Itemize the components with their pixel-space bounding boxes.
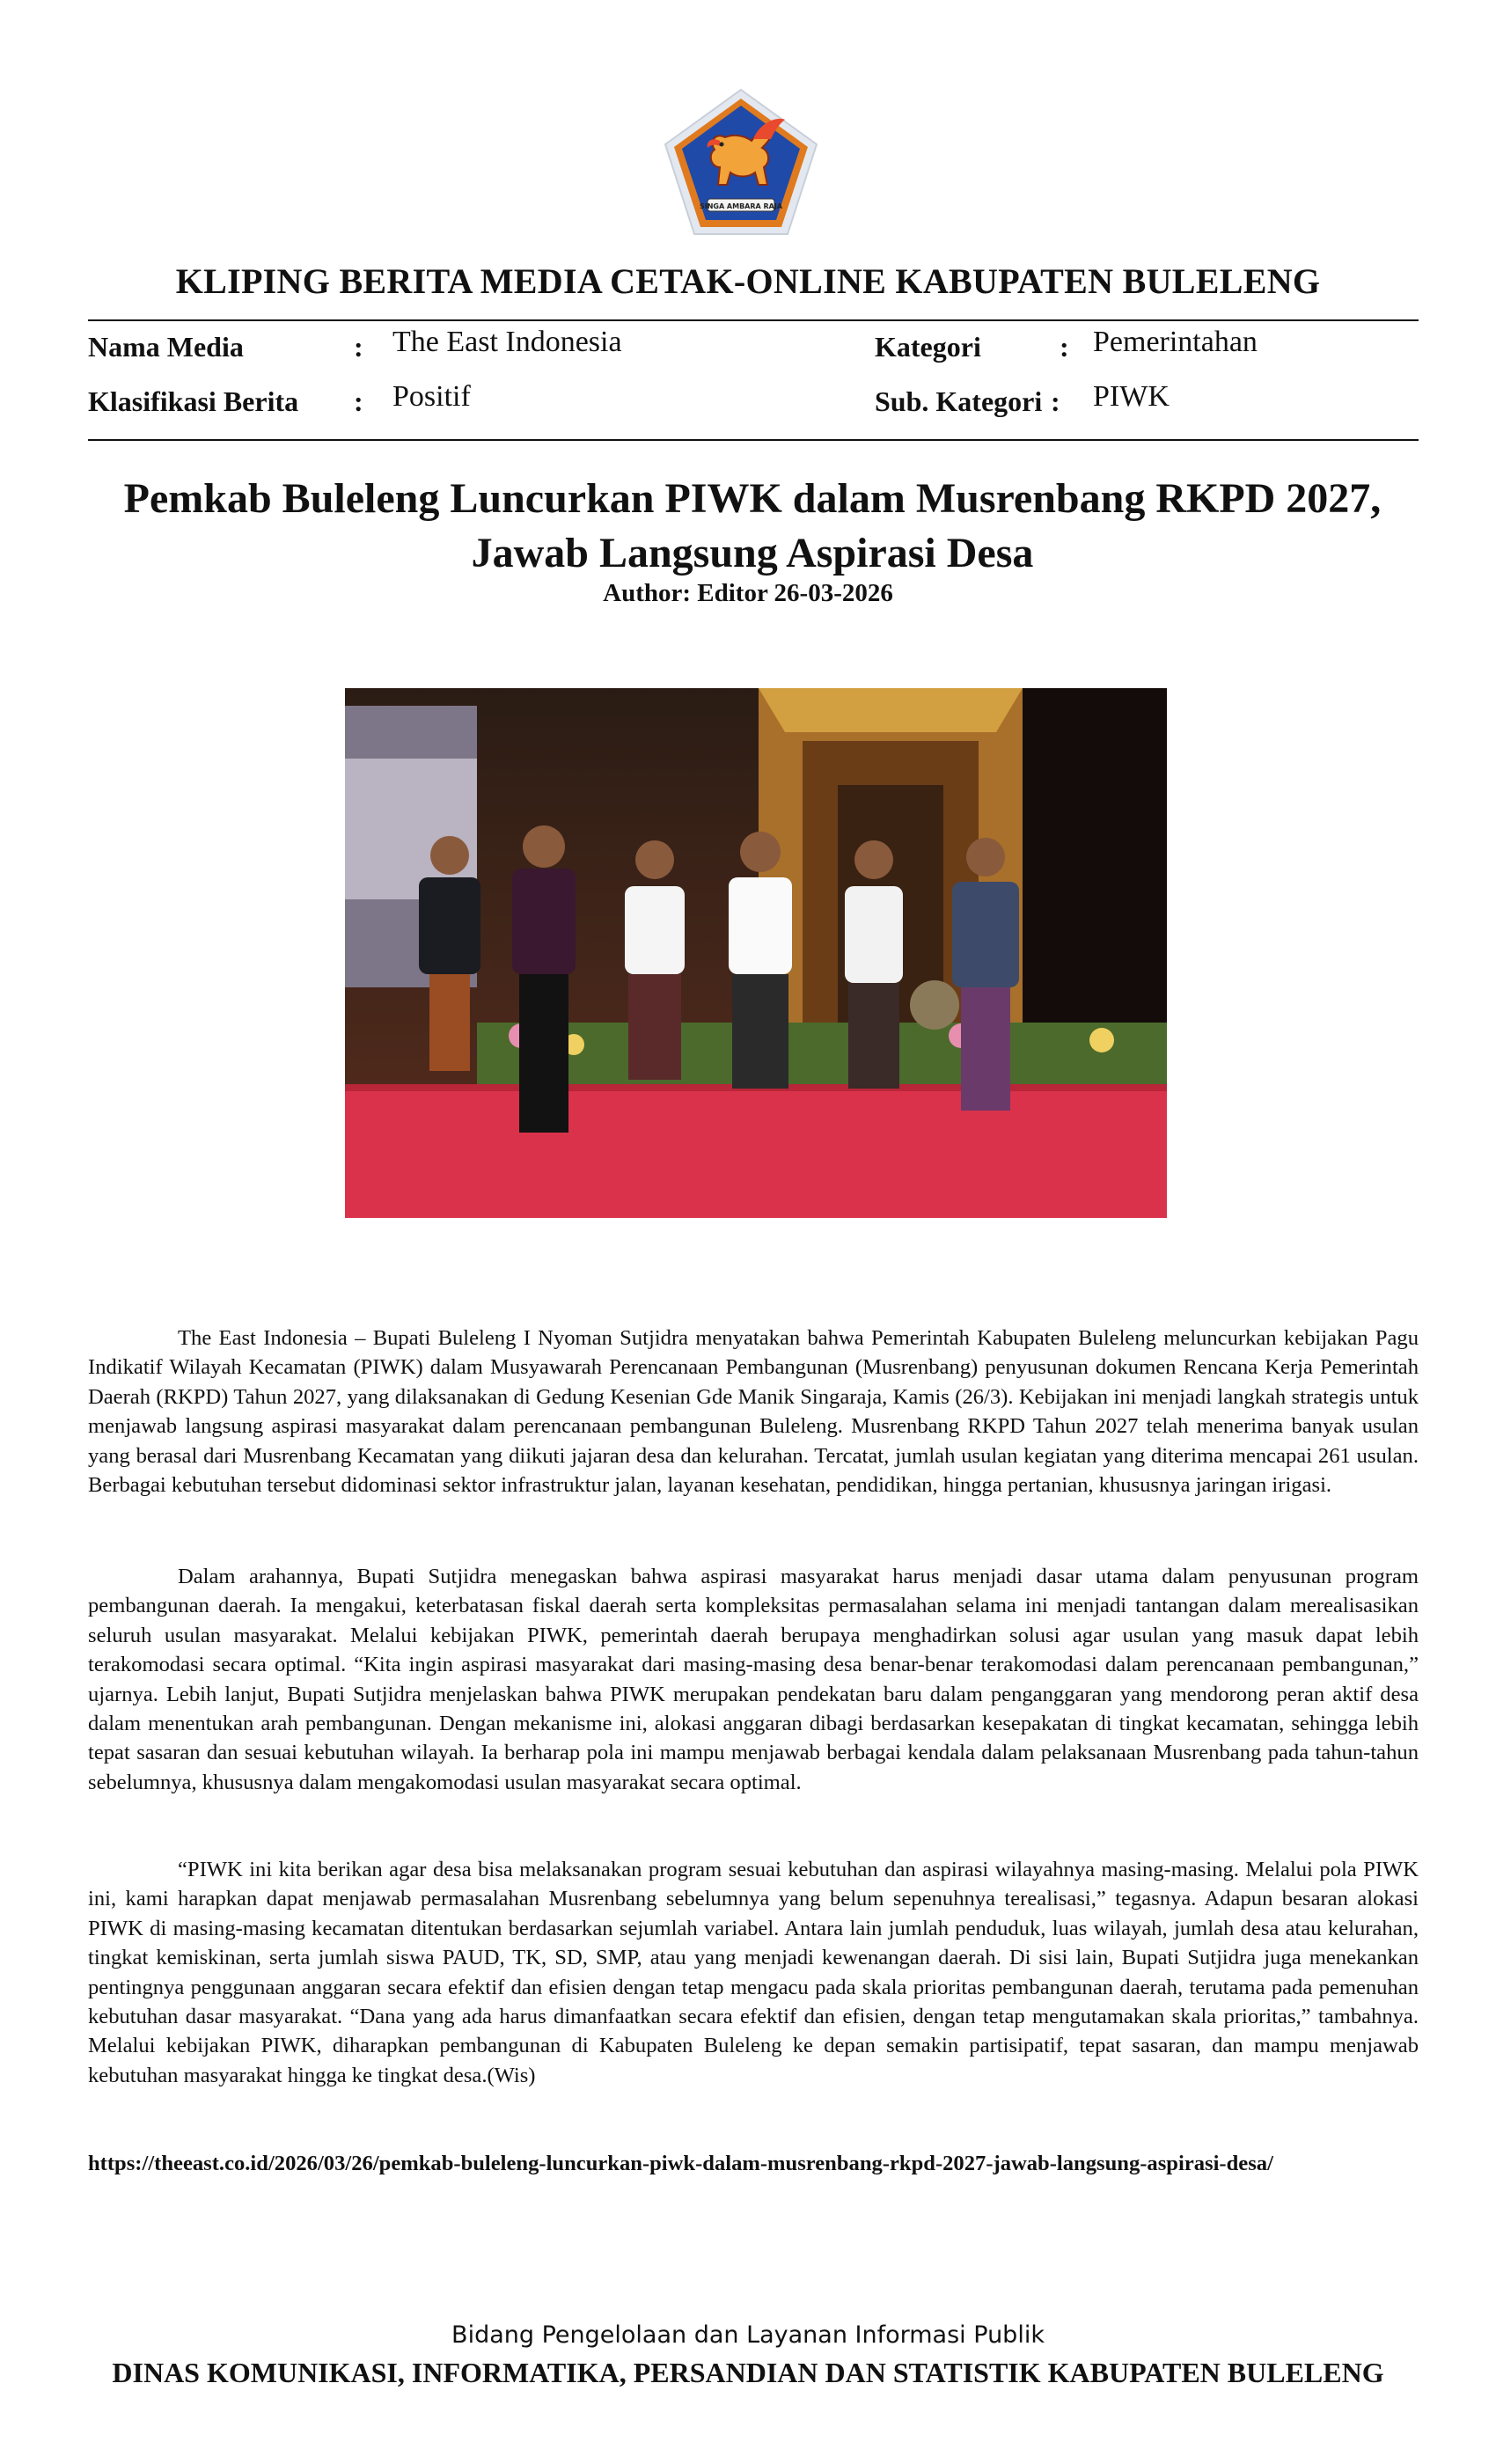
- footer-agency-name: DINAS KOMUNIKASI, INFORMATIKA, PERSANDIAN DAN STATISTIK KABUPATEN BULELENG: [112, 2357, 1384, 2388]
- media-name-separator: :: [354, 331, 363, 363]
- headline-line-2: Jawab Langsung Aspirasi Desa: [471, 530, 1034, 576]
- category-separator: :: [1060, 331, 1069, 363]
- event-group-photo-icon: [345, 688, 1167, 1218]
- footer-unit-name: Bidang Pengelolaan dan Layanan Informasi Publik: [451, 2321, 1045, 2349]
- subcategory-value: PIWK: [1093, 380, 1170, 413]
- subcategory-label: Sub. Kategori: [875, 385, 1043, 417]
- category-label: Kategori: [875, 331, 981, 363]
- clipping-document-title: KLIPING BERITA MEDIA CETAK-ONLINE KABUPATEN BULELENG: [175, 261, 1321, 301]
- header-divider-top: [88, 319, 1419, 321]
- paragraph-text: “PIWK ini kita berikan agar desa bisa melaksanakan program sesuai kebutuhan dan aspirasi wilayahnya masing-masing. Melalui pola PIWK ini, kami harapkan dapat menjawab permasalahan Musrenbang sebelumnya yang belum sepenuhnya terealisasi,” tegasnya. Adapun besaran alokasi PIWK di masing-masing kecamatan ditentukan berdasarkan sejumlah variabel. Antara lain jumlah penduduk, luas wilayah, jumlah desa atau kelurahan, tingkat kemiskinan, serta jumlah siswa PAUD, TK, SD, SMP, atau yang menjadi kewenangan daerah. Di sisi lain, Bupati Sutjidra juga menekankan pentingnya penggunaan anggaran secara efektif dan efisien dengan tetap mengacu pada skala prioritas pembangunan daerah, terutama pada pemenuhan kebutuhan dasar masyarakat. “Dana yang ada harus dimanfaatkan secara efektif dan efisien, dengan tetap mengutamakan skala prioritas,” tambahnya. Melalui kebijakan PIWK, diharapkan pembangunan di Kabupaten Buleleng ke depan semakin partisipatif, tepat sasaran, dan mampu menjawab kebutuhan masyarakat hingga ke tingkat desa.(Wis): [88, 1858, 1419, 2087]
- singa-ambara-raja-crest-icon: [662, 86, 820, 238]
- header-divider-bottom: [88, 439, 1419, 441]
- article-photo: [345, 688, 1167, 1218]
- article-paragraph: [88, 1855, 1419, 2090]
- paragraph-text: Dalam arahannya, Bupati Sutjidra menegaskan bahwa aspirasi masyarakat harus menjadi dasar utama dalam penyusunan program pembangunan daerah. Ia mengakui, keterbatasan fiskal daerah serta kompleksitas permasalahan selama ini menjadi tantangan dalam merealisasikan seluruh usulan masyarakat. Melalui kebijakan PIWK, pemerintah daerah berupaya menghadirkan solusi agar usulan yang masuk dapat lebih terakomodasi secara optimal. “Kita ingin aspirasi masyarakat dari masing-masing desa benar-benar terakomodasi dalam perencanaan pembangunan,” ujarnya. Lebih lanjut, Bupati Sutjidra menjelaskan bahwa PIWK merupakan pendekatan baru dalam penganggaran yang mendorong peran aktif desa dalam menentukan arah pembangunan. Dengan mekanisme ini, alokasi anggaran dibagi berdasarkan kesepakatan di tingkat kecamatan, sehingga lebih tepat sasaran dan sesuai kebutuhan wilayah. Ia berharap pola ini mampu menjawab berbagai kendala dalam pelaksanaan Musrenbang pada tahun-tahun sebelumnya, khususnya dalam mengakomodasi usulan masyarakat secara optimal.: [88, 1565, 1419, 1794]
- article-paragraph: [88, 1562, 1419, 1797]
- paragraph-text: The East Indonesia – Bupati Buleleng I Nyoman Sutjidra menyatakan bahwa Pemerintah Kabupaten Buleleng meluncurkan kebijakan Pagu Indikatif Wilayah Kecamatan (PIWK) dalam Musyawarah Perencanaan Pembangunan (Musrenbang) penyusunan dokumen Rencana Kerja Pemerintah Daerah (RKPD) Tahun 2027, yang dilaksanakan di Gedung Kesenian Gde Manik Singaraja, Kamis (26/3). Kebijakan ini menjadi langkah strategis untuk menjawab langsung aspirasi masyarakat dalam perencanaan pembangunan Buleleng. Musrenbang RKPD Tahun 2027 telah menerima banyak usulan yang berasal dari Musrenbang Kecamatan yang diikuti jajaran desa dan kelurahan. Tercatat, jumlah usulan kegiatan yang diterima mencapai 261 usulan. Berbagai kebutuhan tersebut didominasi sektor infrastruktur jalan, layanan kesehatan, pendidikan, hingga pertanian, khususnya jaringan irigasi.: [88, 1326, 1419, 1498]
- news-classification-separator: :: [354, 385, 363, 417]
- category-value: Pemerintahan: [1093, 326, 1258, 358]
- subcategory-separator: :: [1051, 385, 1060, 417]
- crest-motto-text: SINGA AMBARA RAJA: [699, 202, 783, 210]
- article-byline: Author: Editor 26-03-2026: [603, 579, 893, 607]
- headline-line-1: Pemkab Buleleng Luncurkan PIWK dalam Musrenbang RKPD 2027,: [123, 475, 1382, 522]
- source-link[interactable]: https://theeast.co.id/2026/03/26/pemkab-buleleng-luncurkan-piwk-dalam-musrenbang-rkpd-2027-jawab-langsung-aspirasi-desa/: [88, 2152, 1273, 2175]
- news-classification-value: Positif: [392, 380, 471, 413]
- article-headline: [70, 472, 1434, 581]
- news-classification-label: Klasifikasi Berita: [88, 385, 299, 417]
- article-paragraph: [88, 1324, 1419, 1500]
- media-name-label: Nama Media: [88, 331, 244, 363]
- regency-crest-logo: [662, 86, 820, 238]
- media-name-value: The East Indonesia: [392, 326, 622, 358]
